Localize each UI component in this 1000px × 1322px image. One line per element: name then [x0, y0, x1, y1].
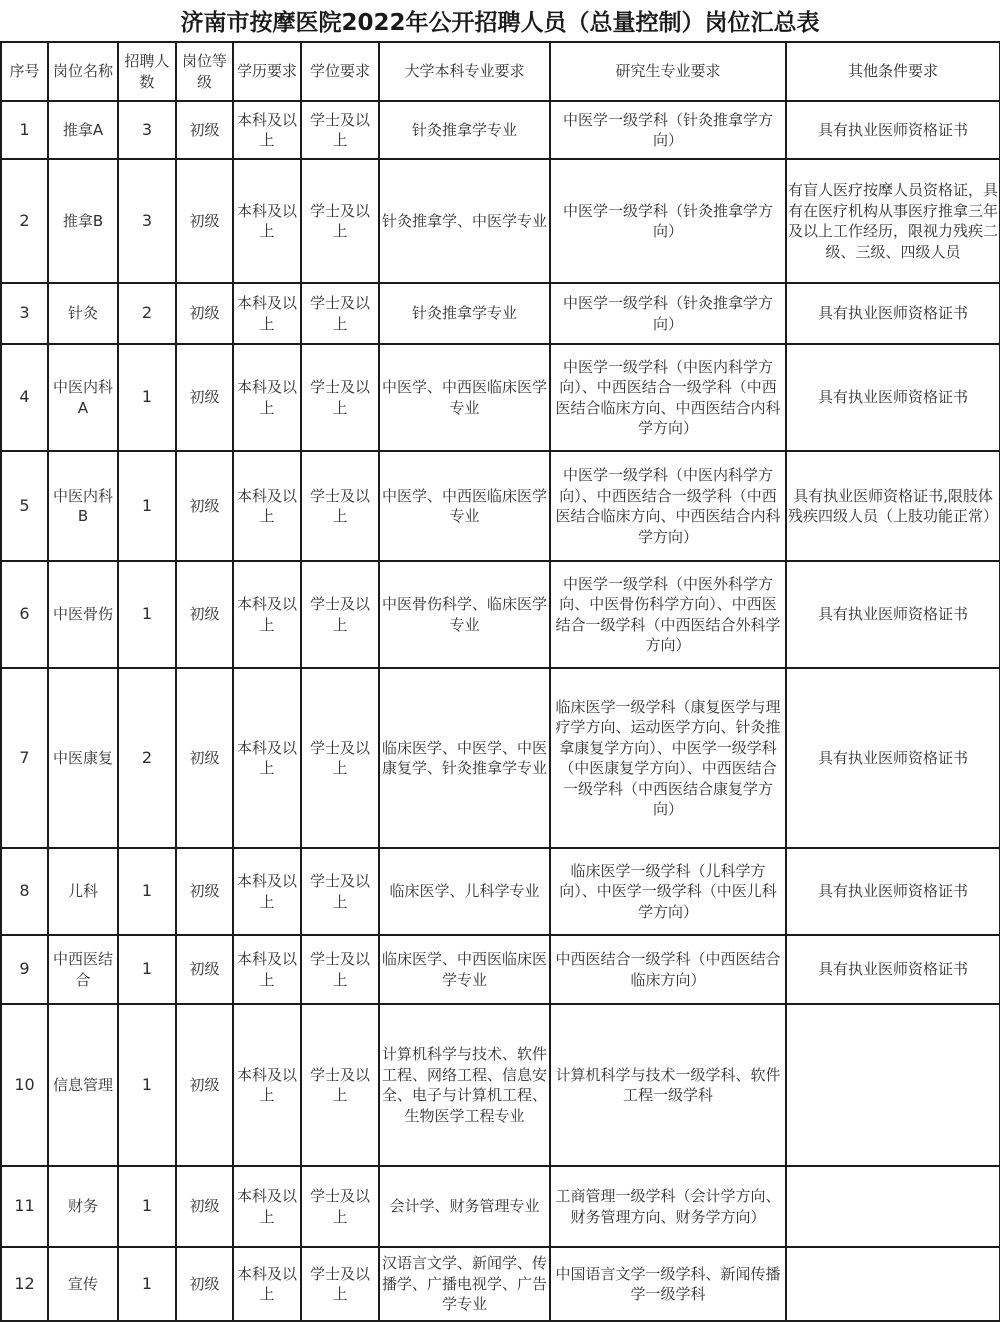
- cell-count: 1: [118, 1247, 176, 1321]
- cell-education: 本科及以上: [233, 101, 301, 159]
- cell-degree: 学士及以上: [301, 1247, 379, 1321]
- cell-degree: 学士及以上: [301, 344, 379, 451]
- cell-count: 1: [118, 1166, 176, 1247]
- cell-level: 初级: [176, 935, 233, 1004]
- cell-education: 本科及以上: [233, 1004, 301, 1166]
- header-grad-major: 研究生专业要求: [550, 42, 786, 101]
- cell-education: 本科及以上: [233, 451, 301, 561]
- cell-degree: 学士及以上: [301, 1166, 379, 1247]
- cell-level: 初级: [176, 101, 233, 159]
- cell-education: 本科及以上: [233, 1166, 301, 1247]
- cell-post-name: 信息管理: [48, 1004, 118, 1166]
- cell-count: 3: [118, 101, 176, 159]
- cell-seq: 5: [1, 451, 48, 561]
- cell-undergrad-major: 临床医学、儿科学专业: [379, 848, 550, 935]
- cell-education: 本科及以上: [233, 1247, 301, 1321]
- cell-level: 初级: [176, 561, 233, 668]
- cell-education: 本科及以上: [233, 668, 301, 848]
- cell-degree: 学士及以上: [301, 1004, 379, 1166]
- table-row: [1, 848, 1000, 935]
- table-row: [1, 101, 1000, 159]
- header-level: 岗位等级: [176, 42, 233, 101]
- cell-post-name: 中医内科B: [48, 451, 118, 561]
- cell-seq: 10: [1, 1004, 48, 1166]
- cell-level: 初级: [176, 1247, 233, 1321]
- cell-grad-major: 中医学一级学科（中医内科学方向）、中西医结合一级学科（中西医结合临床方向、中西医结合内科学方向）: [550, 451, 786, 561]
- cell-grad-major: 工商管理一级学科（会计学方向、财务管理方向、财务学方向）: [550, 1166, 786, 1247]
- cell-post-name: 中医内科A: [48, 344, 118, 451]
- cell-seq: 4: [1, 344, 48, 451]
- table-row: [1, 935, 1000, 1004]
- cell-level: 初级: [176, 159, 233, 283]
- cell-education: 本科及以上: [233, 159, 301, 283]
- cell-seq: 7: [1, 668, 48, 848]
- cell-level: 初级: [176, 848, 233, 935]
- cell-grad-major: 计算机科学与技术一级学科、软件工程一级学科: [550, 1004, 786, 1166]
- cell-undergrad-major: 针灸推拿学、中医学专业: [379, 159, 550, 283]
- header-post-name: 岗位名称: [48, 42, 118, 101]
- cell-other: 具有执业医师资格证书,限肢体残疾四级人员（上肢功能正常）: [786, 451, 1000, 561]
- cell-post-name: 中西医结合: [48, 935, 118, 1004]
- cell-level: 初级: [176, 1004, 233, 1166]
- cell-seq: 8: [1, 848, 48, 935]
- cell-other: 具有执业医师资格证书: [786, 848, 1000, 935]
- table-row: [1, 344, 1000, 451]
- table-row: [1, 561, 1000, 668]
- cell-undergrad-major: 会计学、财务管理专业: [379, 1166, 550, 1247]
- cell-other: [786, 1247, 1000, 1321]
- cell-count: 1: [118, 935, 176, 1004]
- cell-education: 本科及以上: [233, 283, 301, 344]
- table-row: [1, 283, 1000, 344]
- cell-level: 初级: [176, 283, 233, 344]
- cell-degree: 学士及以上: [301, 451, 379, 561]
- cell-other: 具有执业医师资格证书: [786, 561, 1000, 668]
- cell-post-name: 儿科: [48, 848, 118, 935]
- cell-other: [786, 1166, 1000, 1247]
- cell-education: 本科及以上: [233, 935, 301, 1004]
- cell-post-name: 中医康复: [48, 668, 118, 848]
- cell-grad-major: 中国语言文学一级学科、新闻传播学一级学科: [550, 1247, 786, 1321]
- table-row: [1, 451, 1000, 561]
- cell-count: 2: [118, 668, 176, 848]
- cell-undergrad-major: 临床医学、中医学、中医康复学、针灸推拿学专业: [379, 668, 550, 848]
- table-row: [1, 1247, 1000, 1321]
- cell-count: 1: [118, 451, 176, 561]
- cell-count: 2: [118, 283, 176, 344]
- cell-count: 3: [118, 159, 176, 283]
- header-degree: 学位要求: [301, 42, 379, 101]
- cell-level: 初级: [176, 344, 233, 451]
- cell-level: 初级: [176, 1166, 233, 1247]
- cell-seq: 1: [1, 101, 48, 159]
- cell-undergrad-major: 中医骨伤科学、临床医学专业: [379, 561, 550, 668]
- cell-other: 具有执业医师资格证书: [786, 935, 1000, 1004]
- cell-seq: 11: [1, 1166, 48, 1247]
- cell-seq: 9: [1, 935, 48, 1004]
- header-other: 其他条件要求: [786, 42, 1000, 101]
- table-row: [1, 1166, 1000, 1247]
- cell-degree: 学士及以上: [301, 848, 379, 935]
- cell-post-name: 宣传: [48, 1247, 118, 1321]
- header-count: 招聘人数: [118, 42, 176, 101]
- header-education: 学历要求: [233, 42, 301, 101]
- header-undergrad-major: 大学本科专业要求: [379, 42, 550, 101]
- cell-post-name: 推拿B: [48, 159, 118, 283]
- cell-grad-major: 中医学一级学科（中医内科学方向）、中西医结合一级学科（中西医结合临床方向、中西医结合内科学方向）: [550, 344, 786, 451]
- cell-count: 1: [118, 848, 176, 935]
- cell-seq: 2: [1, 159, 48, 283]
- cell-count: 1: [118, 561, 176, 668]
- cell-post-name: 针灸: [48, 283, 118, 344]
- cell-other: [786, 1004, 1000, 1166]
- cell-degree: 学士及以上: [301, 101, 379, 159]
- cell-count: 1: [118, 1004, 176, 1166]
- cell-degree: 学士及以上: [301, 935, 379, 1004]
- cell-undergrad-major: 针灸推拿学专业: [379, 101, 550, 159]
- cell-grad-major: 临床医学一级学科（康复医学与理疗学方向、运动医学方向、针灸推拿康复学方向）、中医学一级学科（中医康复学方向）、中西医结合一级学科（中西医结合康复学方向）: [550, 668, 786, 848]
- cell-undergrad-major: 汉语言文学、新闻学、传播学、广播电视学、广告学专业: [379, 1247, 550, 1321]
- cell-other: 具有执业医师资格证书: [786, 101, 1000, 159]
- cell-post-name: 中医骨伤: [48, 561, 118, 668]
- cell-education: 本科及以上: [233, 561, 301, 668]
- cell-level: 初级: [176, 451, 233, 561]
- cell-degree: 学士及以上: [301, 561, 379, 668]
- cell-other: 具有执业医师资格证书: [786, 283, 1000, 344]
- cell-other: 有盲人医疗按摩人员资格证，具有在医疗机构从事医疗推拿三年及以上工作经历，限视力残疾二级、三级、四级人员: [786, 159, 1000, 283]
- cell-other: 具有执业医师资格证书: [786, 344, 1000, 451]
- cell-degree: 学士及以上: [301, 668, 379, 848]
- cell-seq: 6: [1, 561, 48, 668]
- cell-grad-major: 临床医学一级学科（儿科学方向）、中医学一级学科（中医儿科学方向）: [550, 848, 786, 935]
- cell-grad-major: 中西医结合一级学科（中西医结合临床方向）: [550, 935, 786, 1004]
- cell-undergrad-major: 针灸推拿学专业: [379, 283, 550, 344]
- document-title: 济南市按摩医院2022年公开招聘人员（总量控制）岗位汇总表: [180, 10, 820, 36]
- cell-level: 初级: [176, 668, 233, 848]
- table-row: [1, 159, 1000, 283]
- cell-post-name: 财务: [48, 1166, 118, 1247]
- cell-education: 本科及以上: [233, 848, 301, 935]
- cell-degree: 学士及以上: [301, 283, 379, 344]
- cell-undergrad-major: 中医学、中西医临床医学专业: [379, 344, 550, 451]
- cell-seq: 3: [1, 283, 48, 344]
- cell-undergrad-major: 中医学、中西医临床医学专业: [379, 451, 550, 561]
- cell-grad-major: 中医学一级学科（针灸推拿学方向）: [550, 101, 786, 159]
- cell-grad-major: 中医学一级学科（中医外科学方向、中医骨伤科学方向）、中西医结合一级学科（中西医结合外科学方向）: [550, 561, 786, 668]
- table-row: [1, 668, 1000, 848]
- cell-post-name: 推拿A: [48, 101, 118, 159]
- header-row: [1, 42, 1000, 101]
- table-row: [1, 1004, 1000, 1166]
- header-seq: 序号: [1, 42, 48, 101]
- cell-other: 具有执业医师资格证书: [786, 668, 1000, 848]
- cell-seq: 12: [1, 1247, 48, 1321]
- cell-education: 本科及以上: [233, 344, 301, 451]
- cell-grad-major: 中医学一级学科（针灸推拿学方向）: [550, 159, 786, 283]
- cell-grad-major: 中医学一级学科（针灸推拿学方向）: [550, 283, 786, 344]
- cell-degree: 学士及以上: [301, 159, 379, 283]
- cell-count: 1: [118, 344, 176, 451]
- cell-undergrad-major: 计算机科学与技术、软件工程、网络工程、信息安全、电子与计算机工程、生物医学工程专业: [379, 1004, 550, 1166]
- cell-undergrad-major: 临床医学、中西医临床医学专业: [379, 935, 550, 1004]
- job-summary-table: [0, 41, 1000, 1322]
